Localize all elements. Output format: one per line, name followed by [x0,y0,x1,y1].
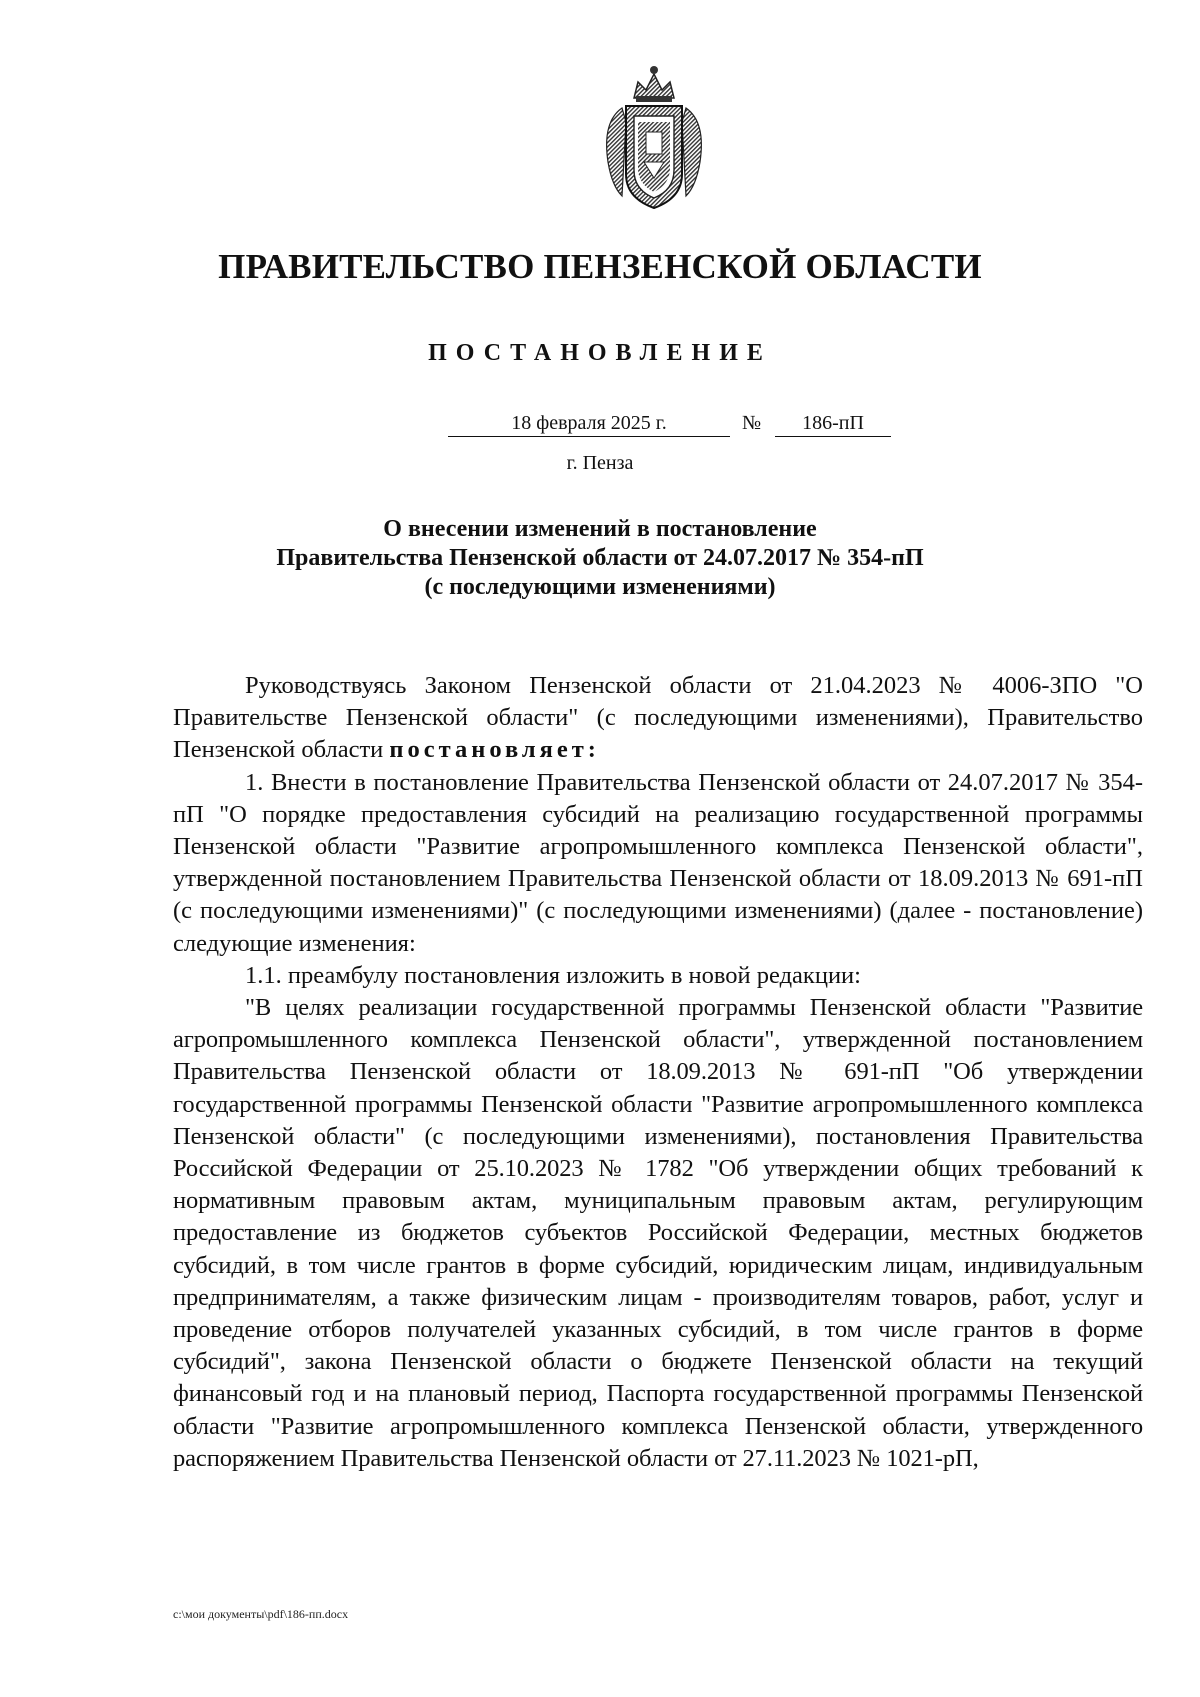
subject-line-3: (с последующими изменениями) [424,574,776,600]
document-type: ПОСТАНОВЛЕНИЕ [428,340,772,366]
document-city: г. Пенза [566,452,634,474]
file-path-footer: c:\мои документы\pdf\186-пп.docx [173,1607,349,1621]
preamble-text: Руководствуясь Законом Пензенской области от 21.04.2023 № 4006-ЗПО "О Правительстве Пензенской области" (с последующими изменениями), Правительство Пензенской области [173,672,1143,764]
number-sign: № [742,412,762,434]
document-date: 18 февраля 2025 г. [448,410,730,437]
coat-of-arms-emblem [598,62,710,212]
paragraph-new-preamble: "В целях реализации государственной программы Пензенской области "Развитие агропромышленного комплекса Пензенской области", утвержденной постановлением Правительства Пензенской области от 18.09.2013 № 691-пП "Об утверждении государственной программы Пензенской области "Развитие агропромышленного комплекса Пензенской области" (с последующими изменениями), постановления Правительства Российской Федерации от 25.10.2023 № 1782 "Об утверждении общих требований к нормативным правовым актам, муниципальным правовым актам, регулирующим предоставление из бюджетов субъектов Российской Федерации, местных бюджетов субсидий, в том числе грантов в форме субсидий, юридическим лицам, индивидуальным предпринимателям, а также физическим лицам - производителям товаров, работ, услуг и проведение отборов получателей указанных субсидий, в том числе грантов в форме субсидий", закона Пензенской области о бюджете Пензенской области на текущий финансовый год и на плановый период, Паспорта государственной программы Пензенской области "Развитие агропромышленного комплекса Пензенской области, утвержденного распоряжением Правительства Пензенской области от 27.11.2023 № 1021-рП, [173,994,1143,1472]
document-body [173,670,1143,1475]
subject-line-2: Правительства Пензенской области от 24.07.2017 № 354-пП [276,545,924,571]
date-number-line [0,410,1200,444]
paragraph-item-1: 1. Внести в постановление Правительства Пензенской области от 24.07.2017 № 354-пП "О порядке предоставления субсидий на реализацию государственной программы Пензенской области "Развитие агропромышленного комплекса Пензенской области", утвержденной постановлением Правительства Пензенской области от 18.09.2013 № 691-пП (с последующими изменениями)" (с последующими изменениями) (далее - постановление) следующие изменения: [173,768,1143,957]
document-number: 186-пП [775,410,891,437]
subject-line-1: О внесении изменений в постановление [383,516,817,542]
paragraph-item-1-1: 1.1. преамбулу постановления изложить в новой редакции: [245,961,861,989]
resolves-word: постановляет: [389,736,600,764]
government-title: ПРАВИТЕЛЬСТВО ПЕНЗЕНСКОЙ ОБЛАСТИ [218,247,982,286]
paragraph-preamble [173,670,1143,767]
document-subject [0,515,1200,602]
